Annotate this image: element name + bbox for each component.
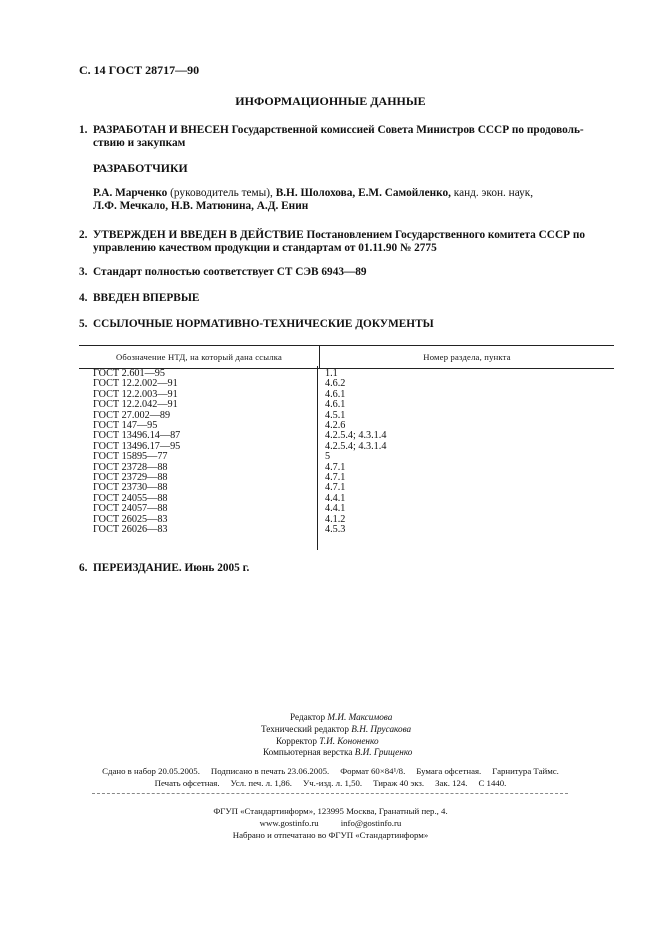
tech-editor-label: Технический редактор (261, 723, 352, 734)
table-row-section: 4.7.1 (325, 472, 346, 484)
tech-editor-name: В.Н. Прусакова (351, 723, 412, 734)
table-section-column (325, 369, 386, 536)
publisher-web: www.gostinfo.ru info@gostinfo.ru (259, 818, 402, 828)
editor-name: М.И. Максимова (327, 712, 393, 722)
item-6-number: 6. (79, 562, 88, 574)
credits-layout (240, 747, 412, 759)
credits-corrector (240, 736, 412, 748)
corrector-label: Корректор (276, 735, 320, 746)
item-2 (79, 229, 619, 259)
developers-heading: РАЗРАБОТЧИКИ (93, 161, 188, 175)
developers-degree: канд. экон. наук, (450, 187, 534, 199)
table-row-section: 4.6.2 (325, 378, 346, 390)
table-row-designation: ГОСТ 13496.17—95 (93, 440, 181, 452)
developers-names-1: В.Н. Шолохова, Е.М. Самойленко, (275, 187, 451, 199)
reference-table (79, 345, 614, 369)
item-1-number: 1. (79, 124, 88, 136)
developers-line-2: Л.Ф. Мечкало, Н.В. Матюнина, А.Д. Енин (93, 200, 309, 212)
publisher-address: ФГУП «Стандартинформ», 123995 Москва, Гранатный пер., 4. (213, 806, 448, 816)
item-3-number: 3. (79, 266, 88, 278)
table-column-divider (317, 366, 318, 550)
table-row-section: 4.5.1 (325, 409, 346, 421)
item-1-line-1: РАЗРАБОТАН И ВНЕСЕН Государственной комиссией Совета Министров СССР по продоволь- (93, 124, 584, 136)
publisher-printed: Набрано и отпечатано во ФГУП «Стандартинформ» (232, 830, 429, 840)
table-row-designation: ГОСТ 13496.14—87 (93, 430, 181, 442)
item-4-text: ВВЕДЕН ВПЕРВЫЕ (93, 292, 200, 304)
item-2-number: 2. (79, 229, 88, 241)
item-1-line-2: ствию и закупкам (93, 137, 186, 149)
table-row-designation: ГОСТ 27.002—89 (93, 409, 171, 421)
table-row-designation: ГОСТ 12.2.003—91 (93, 388, 178, 400)
table-row-section: 4.7.1 (325, 482, 346, 494)
item-5-text: ССЫЛОЧНЫЕ НОРМАТИВНО-ТЕХНИЧЕСКИЕ ДОКУМЕНТЫ (93, 318, 434, 330)
table-row-designation: ГОСТ 147—95 (93, 420, 158, 432)
table-row-section: 4.2.6 (325, 420, 346, 432)
table-row-designation: ГОСТ 2.601—95 (93, 368, 165, 379)
item-3-text: Стандарт полностью соответствует СТ СЭВ 6943—89 (93, 266, 367, 278)
page-header: С. 14 ГОСТ 28717—90 (79, 63, 200, 77)
table-row-designation: ГОСТ 23729—88 (93, 472, 168, 484)
table-row-designation: ГОСТ 23730—88 (93, 482, 168, 494)
table-row-designation: ГОСТ 24057—88 (93, 503, 168, 515)
corrector-name: Т.И. Кононенко (319, 735, 379, 746)
table-header-designation: Обозначение НТД, на который дана ссылка (79, 346, 320, 369)
table-header-section: Номер раздела, пункта (320, 346, 615, 369)
credits (240, 712, 412, 759)
layout-name: В.И. Грищенко (354, 747, 413, 758)
table-header-row (79, 346, 614, 369)
developer-lead-role: (руководитель темы), (167, 187, 276, 199)
editor-label: Редактор (290, 712, 328, 722)
table-row-section: 4.2.5.4; 4.3.1.4 (325, 440, 387, 452)
imprint-line-2: Печать офсетная. Усл. печ. л. 1,86. Уч.-изд. л. 1,50. Тираж 40 экз. Зак. 124. С 1440. (154, 778, 507, 788)
table-row-section: 4.6.1 (325, 399, 346, 411)
table-designation-column (93, 369, 180, 536)
table-row-section: 4.5.3 (325, 524, 346, 536)
table-row-section: 4.7.1 (325, 461, 346, 473)
table-row-designation: ГОСТ 24055—88 (93, 492, 168, 504)
table-row-section: 5 (325, 451, 331, 463)
imprint-divider (92, 793, 568, 794)
item-1-text (93, 124, 619, 150)
item-2-line-2: управлению качеством продукции и стандартам от 01.11.90 № 2775 (93, 242, 437, 254)
developers-list (93, 187, 618, 213)
developers-line-1 (93, 187, 618, 200)
item-5-number: 5. (79, 318, 88, 330)
item-2-text (93, 229, 619, 255)
table-row-designation: ГОСТ 26026—83 (93, 524, 168, 536)
credits-tech-editor (240, 724, 412, 736)
table-row-designation: ГОСТ 23728—88 (93, 461, 168, 473)
table-row-designation: ГОСТ 26025—83 (93, 513, 168, 525)
item-1 (79, 124, 619, 154)
credits-editor (240, 712, 412, 724)
layout-label: Компьютерная верстка (263, 747, 355, 758)
section-title: ИНФОРМАЦИОННЫЕ ДАННЫЕ (235, 94, 426, 108)
developer-lead: Р.А. Марченко (93, 187, 168, 199)
table-row-section: 4.2.5.4; 4.3.1.4 (325, 430, 387, 442)
item-4-number: 4. (79, 292, 88, 304)
table-row-section: 4.4.1 (325, 492, 346, 504)
table-row-section: 1.1 (325, 368, 338, 379)
table-row-section: 4.1.2 (325, 513, 346, 525)
table-row-section: 4.6.1 (325, 388, 346, 400)
table-row-designation: ГОСТ 15895—77 (93, 451, 168, 463)
item-2-line-1: УТВЕРЖДЕН И ВВЕДЕН В ДЕЙСТВИЕ Постановлением Государственного комитета СССР по (93, 229, 585, 241)
imprint-line-1: Сдано в набор 20.05.2005. Подписано в печать 23.06.2005. Формат 60×84¹/8. Бумага офсетная. Гарнитура Таймс. (102, 766, 559, 776)
table-row-designation: ГОСТ 12.2.042—91 (93, 399, 178, 411)
table-row-section: 4.4.1 (325, 503, 346, 515)
item-6-text: ПЕРЕИЗДАНИЕ. Июнь 2005 г. (93, 562, 250, 574)
table-row-designation: ГОСТ 12.2.002—91 (93, 378, 178, 390)
